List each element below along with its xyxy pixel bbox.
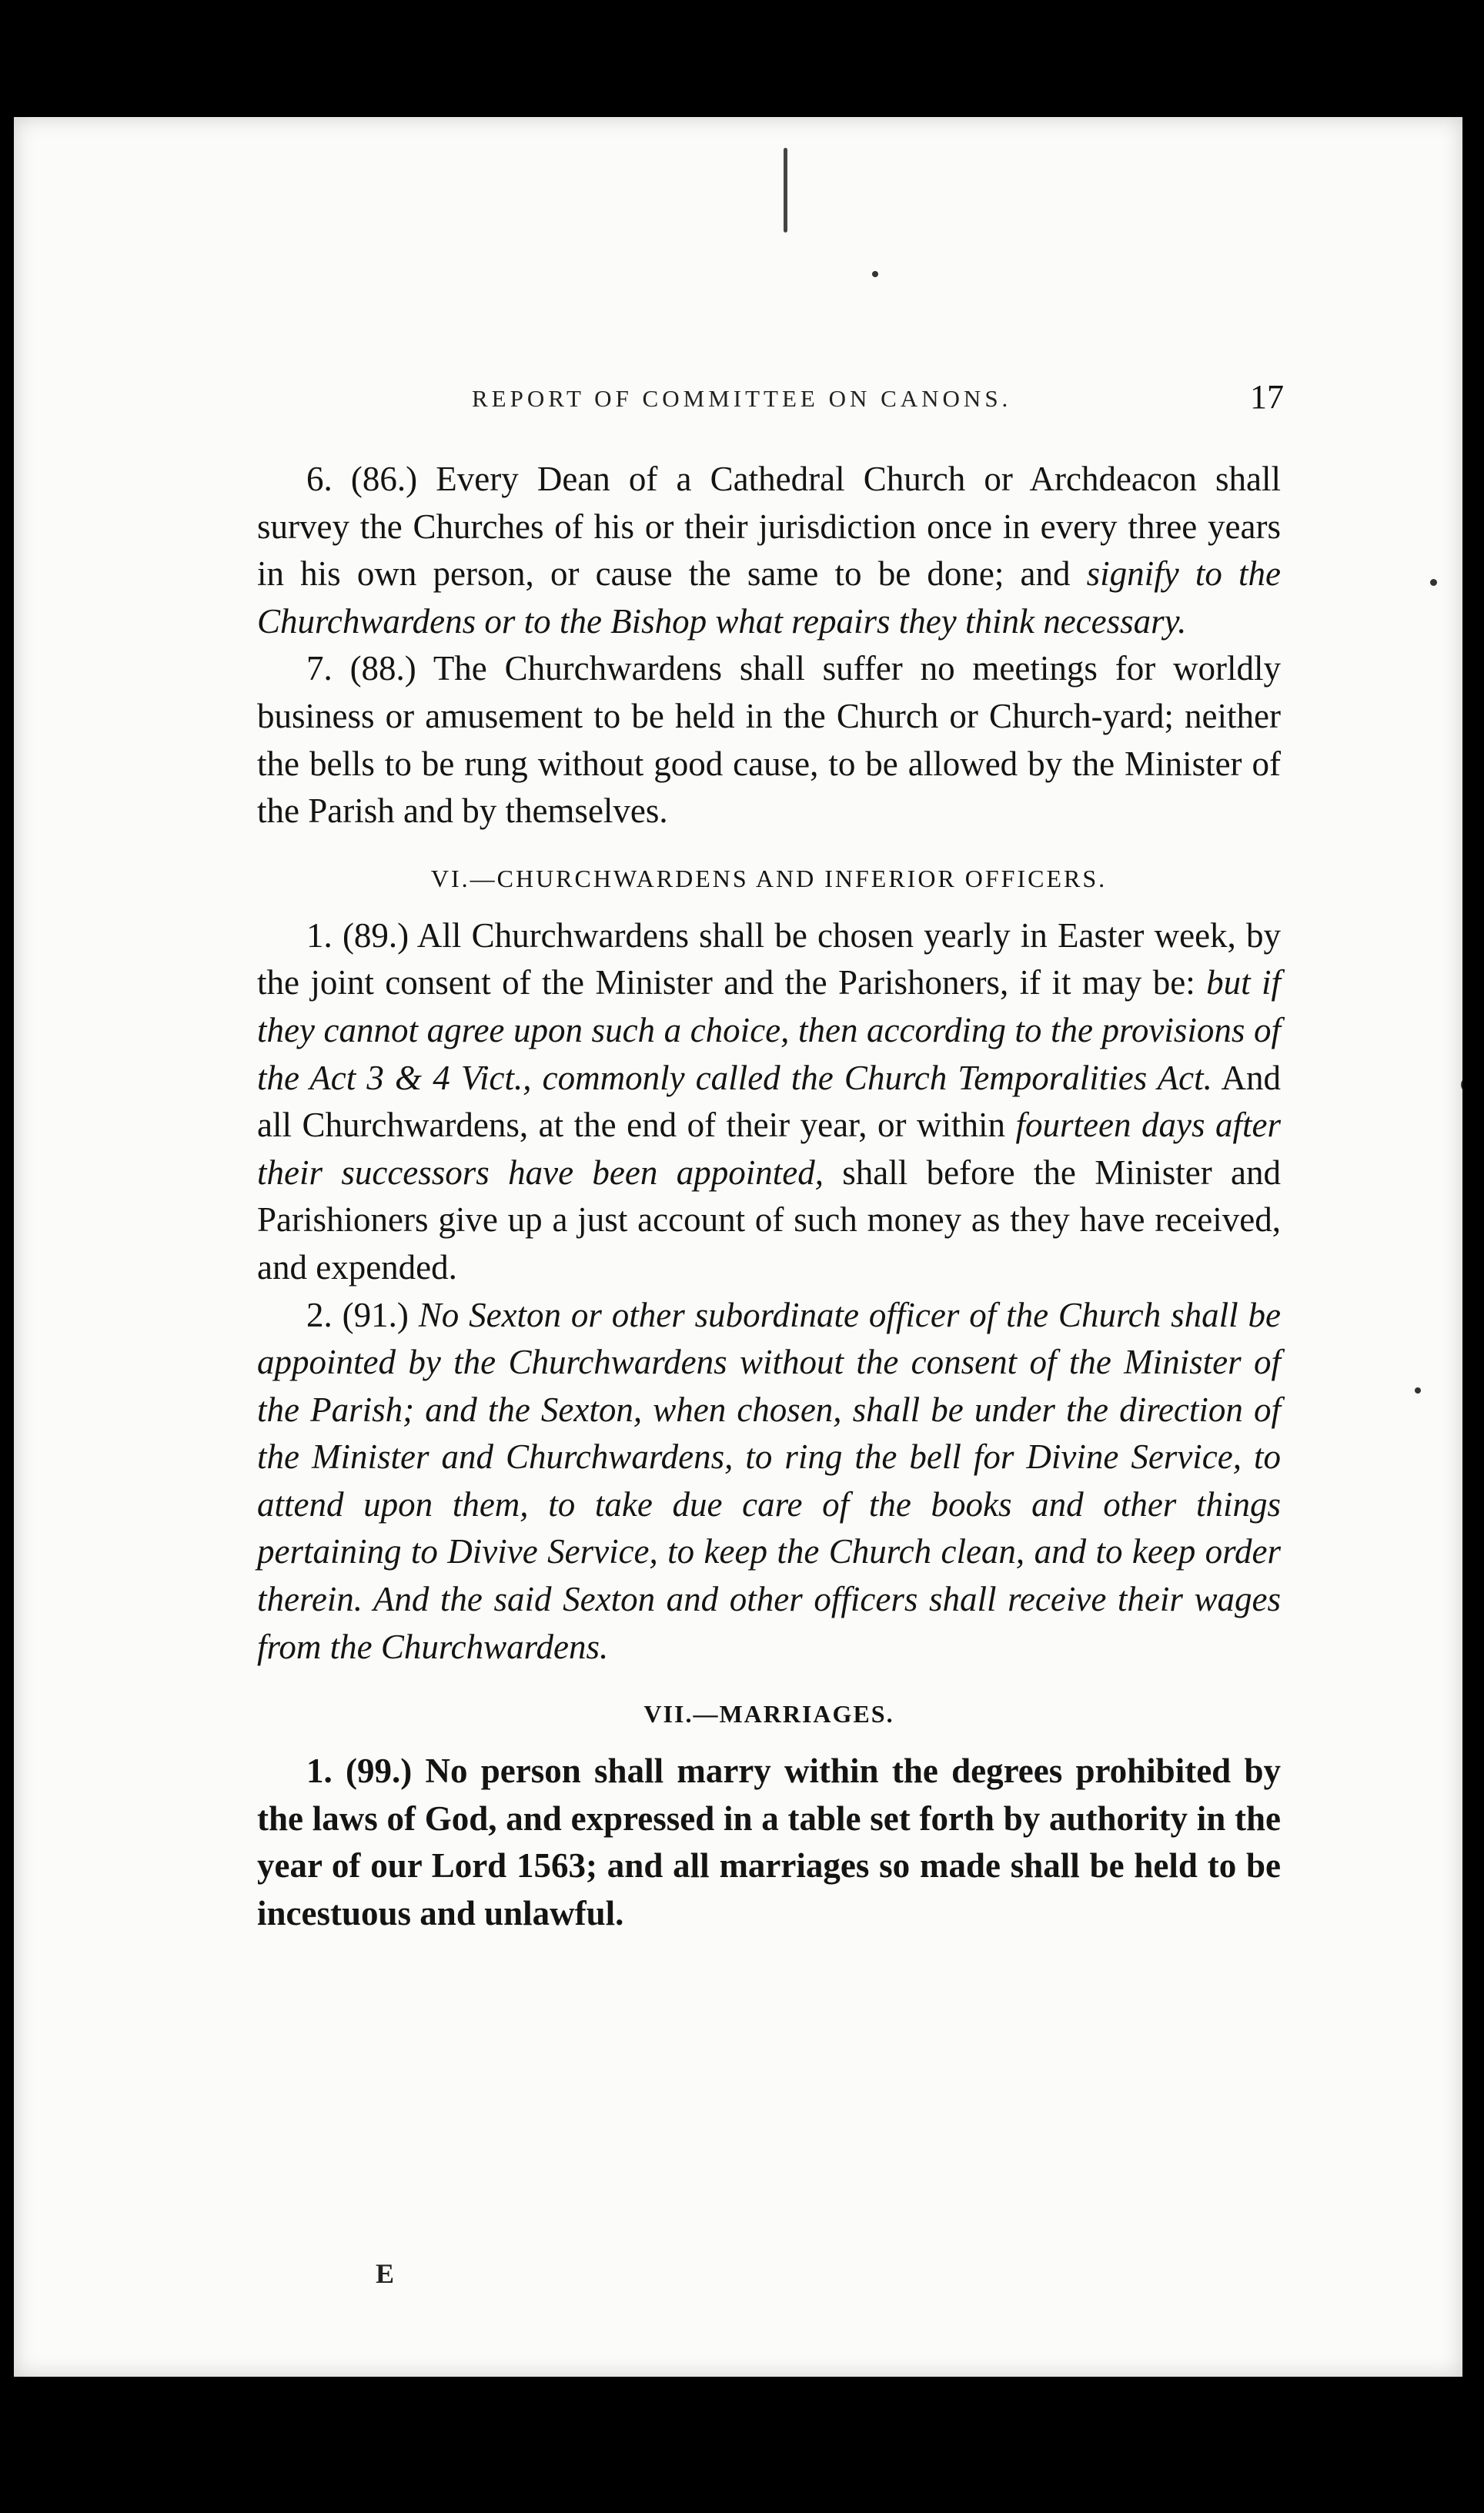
canon-number: 2. (91.) bbox=[306, 1295, 409, 1334]
canon-text: No person shall marry within the degrees prohibited by the laws of God, and expressed in a table set forth by authority in the year of our Lord 1563; and all marriages so made shall be held to be incestuous and unlawful. bbox=[257, 1752, 1281, 1933]
canon-italic-text: but if they cannot agree upon such a choice, then according to the provisions of the Act 3 & 4 Vict., commonly called the Church Temporalities Act. bbox=[257, 963, 1281, 1097]
canon-paragraph bbox=[257, 645, 1281, 835]
canon-number: 1. (89.) bbox=[306, 915, 409, 955]
signature-mark: E bbox=[376, 2258, 395, 2289]
scan-speck bbox=[784, 148, 787, 233]
canon-paragraph bbox=[257, 912, 1281, 1292]
document-page bbox=[14, 117, 1462, 2377]
canon-text: All Churchwardens shall be chosen yearly in Easter week, by the joint consent of the Minister and the Parishoners, if it may be: bbox=[257, 915, 1281, 1002]
running-head bbox=[268, 378, 1284, 423]
canon-paragraph bbox=[257, 1292, 1281, 1671]
film-edge-mark bbox=[0, 770, 12, 779]
canon-text: Every Dean of a Cathedral Church or Archdeacon shall survey the Churches of his or their jurisdiction once in every three years in his own person, or cause the same to be done; and bbox=[257, 460, 1281, 594]
section-heading-vi: VI.—CHURCHWARDENS AND INFERIOR OFFICERS. bbox=[430, 864, 1108, 892]
canon-text: And all Churchwardens, at the end of their year, or within bbox=[257, 1058, 1281, 1145]
scan-speck bbox=[872, 271, 878, 277]
canon-italic-text: signify to the Churchwardens or to the Bishop what repairs they think necessary. bbox=[257, 554, 1281, 641]
canon-italic-text: No Sexton or other subordinate officer of the Church shall be appointed by the Churchwardens without the consent of the Minister of the Parish; and the Sexton, when chosen, shall be under the direction of the Minister and Churchwardens, to ring the bell for Divine Service, to attend upon them, to take due care of the books and other things pertaining to Divive Service, to keep the Church clean, and to keep order therein. And the said Sexton and other officers shall receive their wages from the Churchwardens. bbox=[257, 1295, 1281, 1666]
canon-number: 6. (86.) bbox=[306, 460, 418, 498]
film-edge-mark bbox=[0, 1813, 12, 1822]
canon-paragraph bbox=[257, 1748, 1281, 1937]
scan-speck bbox=[1461, 1079, 1462, 1090]
canon-number: 7. (88.) bbox=[306, 649, 416, 688]
scan-speck bbox=[1430, 579, 1437, 586]
film-edge-mark bbox=[0, 331, 12, 340]
canon-number: 1. (99.) bbox=[306, 1752, 413, 1791]
page-number: 17 bbox=[1250, 378, 1284, 416]
film-edge-mark bbox=[0, 1317, 12, 1326]
canon-paragraph bbox=[257, 456, 1281, 645]
canon-text: shall before the Minister and Parishioners give up a just account of such money as they have received, and expended. bbox=[257, 1153, 1281, 1287]
section-heading-vii: VII.—MARRIAGES. bbox=[643, 1700, 894, 1728]
film-edge-mark bbox=[0, 2133, 12, 2142]
scan-speck bbox=[1415, 1387, 1421, 1394]
canon-italic-text: fourteen days after their successors have been appointed, bbox=[257, 1106, 1281, 1192]
canon-text: The Churchwardens shall suffer no meetings for worldly business or amusement to be held in the Church or Church-yard; neither the bells to be rung without good cause, to be allowed by the Minister of the Parish and by themselves. bbox=[257, 649, 1281, 831]
body-text bbox=[257, 456, 1281, 1938]
running-head-title: REPORT OF COMMITTEE ON CANONS. bbox=[472, 385, 1012, 412]
